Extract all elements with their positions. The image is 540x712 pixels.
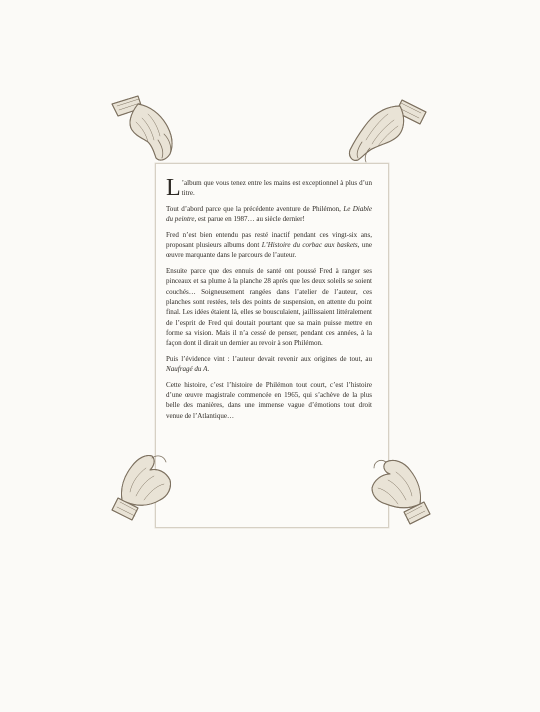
paragraph-2-text-a: Tout d’abord parce que la précédente aventure de Philémon, bbox=[166, 204, 344, 213]
paragraph-4: Ensuite parce que des ennuis de santé ont poussé Fred à ranger ses pinceaux et sa plume à la planche 28 après que les deux soleils se soient couchés… Soigneusement rangées dans l’atelier de l’auteur, ces planches sont restées, tels des points de suspension, en attente du point final. Les idées étaient là, elles se bousculaient, jaillissaient littéralement de l’esprit de Fred qui doutait pourtant que sa main puisse mettre en forme sa vision. Mais il n’a cessé de penser, pendant ces années, à la façon dont il dirait un dernier au revoir à son Philémon. bbox=[166, 266, 372, 348]
paragraph-1 bbox=[166, 175, 372, 201]
drop-cap: L bbox=[166, 175, 181, 201]
hand-holding-bottom-left-corner-icon bbox=[106, 448, 180, 524]
paragraph-3-text-a: Fred n’est bien entendu pas resté inactif pendant ces vingt-six ans, proposant plusieurs albums dont bbox=[166, 230, 372, 250]
introduction-text bbox=[166, 175, 372, 426]
hand-holding-top-left-corner-icon bbox=[108, 94, 184, 166]
album-title-corbac-aux-baskets: L’Histoire du corbac aux baskets bbox=[261, 241, 358, 250]
paragraph-2-text-b: , est parue en 1987… au siècle dernier! bbox=[194, 215, 305, 224]
album-title-diable-du-peintre: Le Diable du peintre bbox=[166, 204, 372, 224]
paragraph-2 bbox=[166, 204, 372, 225]
paragraph-3-text-b: , une œuvre marquante dans le parcours de l’auteur. bbox=[166, 241, 372, 260]
hand-holding-bottom-right-corner-icon bbox=[364, 452, 436, 526]
hand-holding-top-right-corner-icon bbox=[340, 92, 430, 168]
album-title-naufrage-du-a: Naufragé du A bbox=[166, 365, 208, 374]
paragraph-6: Cette histoire, c’est l’histoire de Philémon tout court, c’est l’histoire d’une œuvre magistrale commencée en 1965, qui s’achève de la plus belle des manières, dans une immense vague d’émotions tout droit venue de l’Atlantique… bbox=[166, 380, 372, 420]
paragraph-5-text-a: Puis l’évidence vint : l’auteur devait revenir aux origines de tout, au bbox=[166, 354, 372, 363]
paragraph-3 bbox=[166, 230, 372, 261]
paragraph-5 bbox=[166, 354, 372, 375]
paragraph-1-text: ’album que vous tenez entre les mains est exceptionnel à plus d’un titre. bbox=[181, 179, 372, 198]
paragraph-5-text-b: . bbox=[207, 365, 210, 374]
